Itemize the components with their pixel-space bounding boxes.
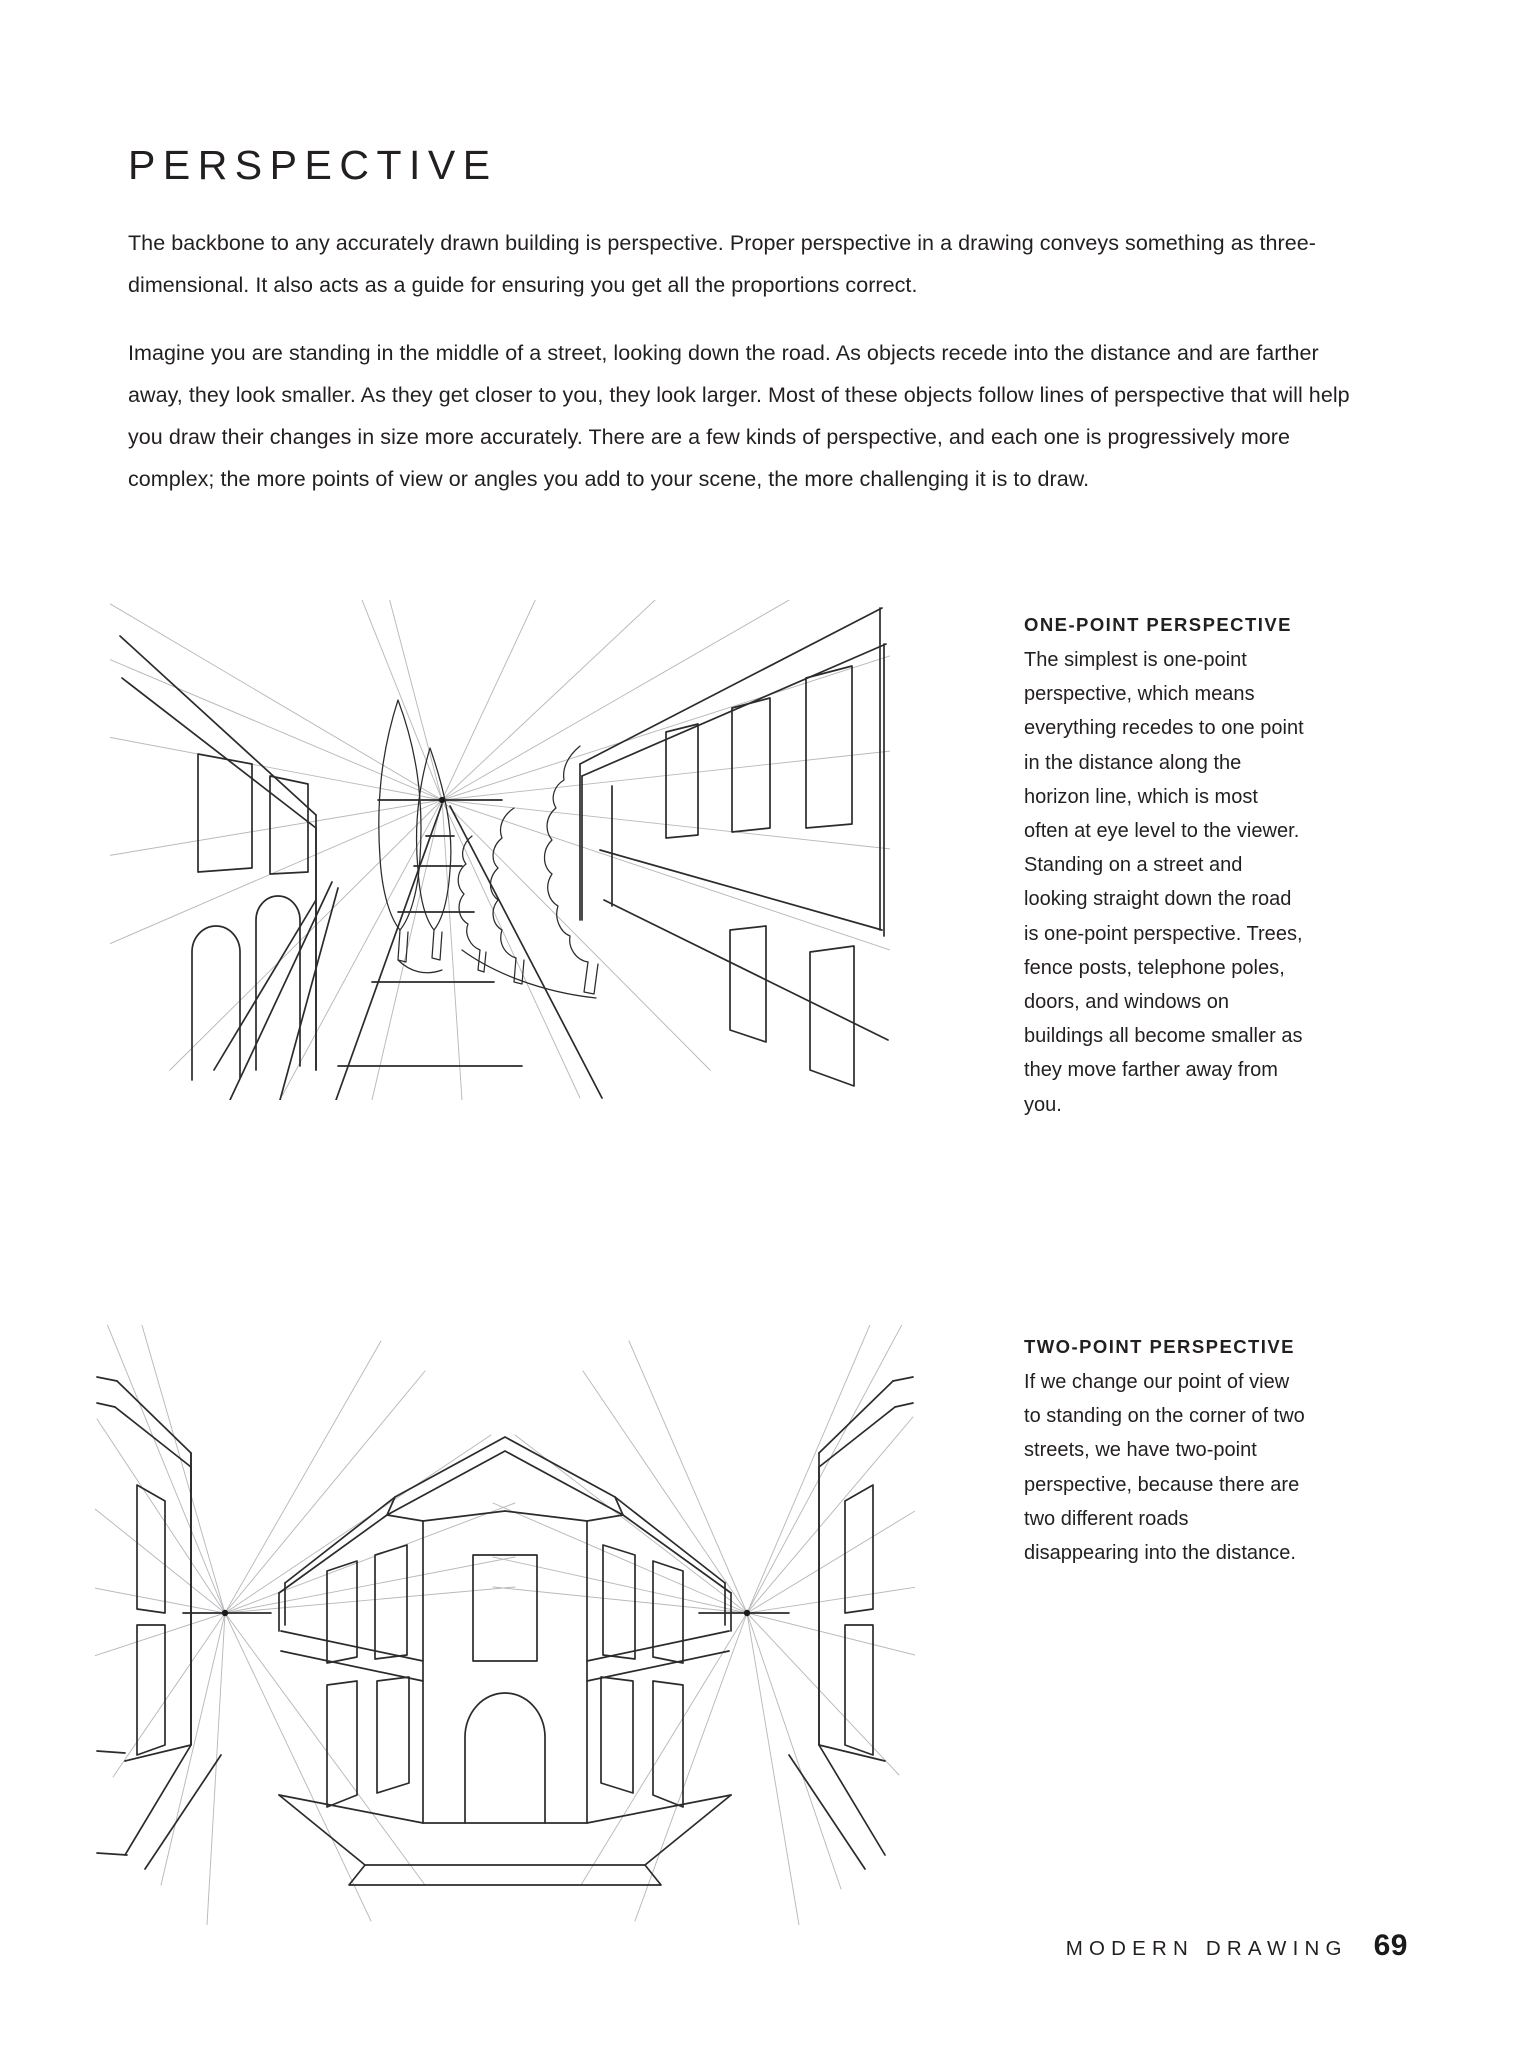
one-point-perspective-sketch	[110, 600, 890, 1100]
footer-page-number: 69	[1373, 1929, 1408, 1962]
window	[653, 1681, 683, 1807]
page-footer	[1066, 1929, 1408, 1963]
right-street-building	[789, 1377, 913, 1869]
shrubs	[458, 746, 598, 998]
left-curb	[336, 804, 442, 1100]
road	[336, 804, 602, 1100]
right-building	[580, 608, 888, 1086]
window	[653, 1561, 683, 1663]
vanishing-point-right	[744, 1610, 750, 1616]
intro-paragraph-1: The backbone to any accurately drawn building is perspective. Proper perspective in a drawing conveys something as three-dimensional. It also acts as a guide for ensuring you get all the proportions correct.	[128, 231, 1316, 297]
lower-opening	[810, 946, 854, 1086]
window	[806, 666, 852, 828]
vanishing-point	[439, 797, 445, 803]
lower-opening	[730, 926, 766, 1042]
arched-doorway	[465, 1693, 545, 1823]
arched-door	[192, 926, 240, 1080]
window	[473, 1555, 537, 1661]
arched-door	[256, 896, 300, 1070]
corner-building-left-wing	[279, 1497, 423, 1823]
caption-heading-one-point: ONE-POINT PERSPECTIVE	[1024, 614, 1292, 635]
window	[327, 1561, 357, 1663]
window	[666, 724, 698, 838]
window	[375, 1545, 407, 1659]
left-building	[120, 636, 338, 1100]
caption-two-point-perspective	[1024, 1332, 1308, 1570]
intro-text-block	[128, 222, 1368, 500]
corner-building	[387, 1437, 623, 1823]
two-point-perspective-sketch	[95, 1325, 915, 1925]
window	[601, 1677, 633, 1793]
vanishing-point-left	[222, 1610, 228, 1616]
figure-one-point-perspective-illustration	[110, 600, 890, 1100]
footer-book-title: MODERN DRAWING	[1065, 1937, 1348, 1960]
window	[327, 1681, 357, 1807]
road-center-dashes	[338, 836, 522, 1066]
perspective-guide-lines	[110, 600, 890, 1100]
caption-body-two-point: If we change our point of view to standing on the corner of two streets, we have two-point perspective, because there are two different roads disappearing into the distance.	[1024, 1371, 1305, 1565]
page-title: PERSPECTIVE	[128, 142, 498, 189]
window	[845, 1485, 873, 1613]
caption-one-point-perspective	[1024, 610, 1308, 1122]
caption-body-one-point: The simplest is one-point perspective, which means everything recedes to one point in the distance along the horizon line, which is most often at eye level to the viewer. Standing on a street and looking straight down the road is one-point perspective. Trees, fence posts, telephone poles, doors, and windows on buildings all become smaller as they move farther away from you.	[1024, 649, 1304, 1116]
intro-paragraph-2: Imagine you are standing in the middle of a street, looking down the road. As objects recede into the distance and are farther away, they look smaller. As they get closer to you, they look larger. Most of these objects follow lines of perspective that will help you draw their changes in size more accurately. There are a few kinds of perspective, and each one is progressively more complex; the more points of view or angles you add to your scene, the more challenging it is to draw.	[128, 341, 1350, 491]
figure-two-point-perspective-illustration	[95, 1325, 915, 1925]
window	[845, 1625, 873, 1755]
caption-heading-two-point: TWO-POINT PERSPECTIVE	[1024, 1336, 1295, 1357]
window	[137, 1485, 165, 1613]
window	[377, 1677, 409, 1793]
